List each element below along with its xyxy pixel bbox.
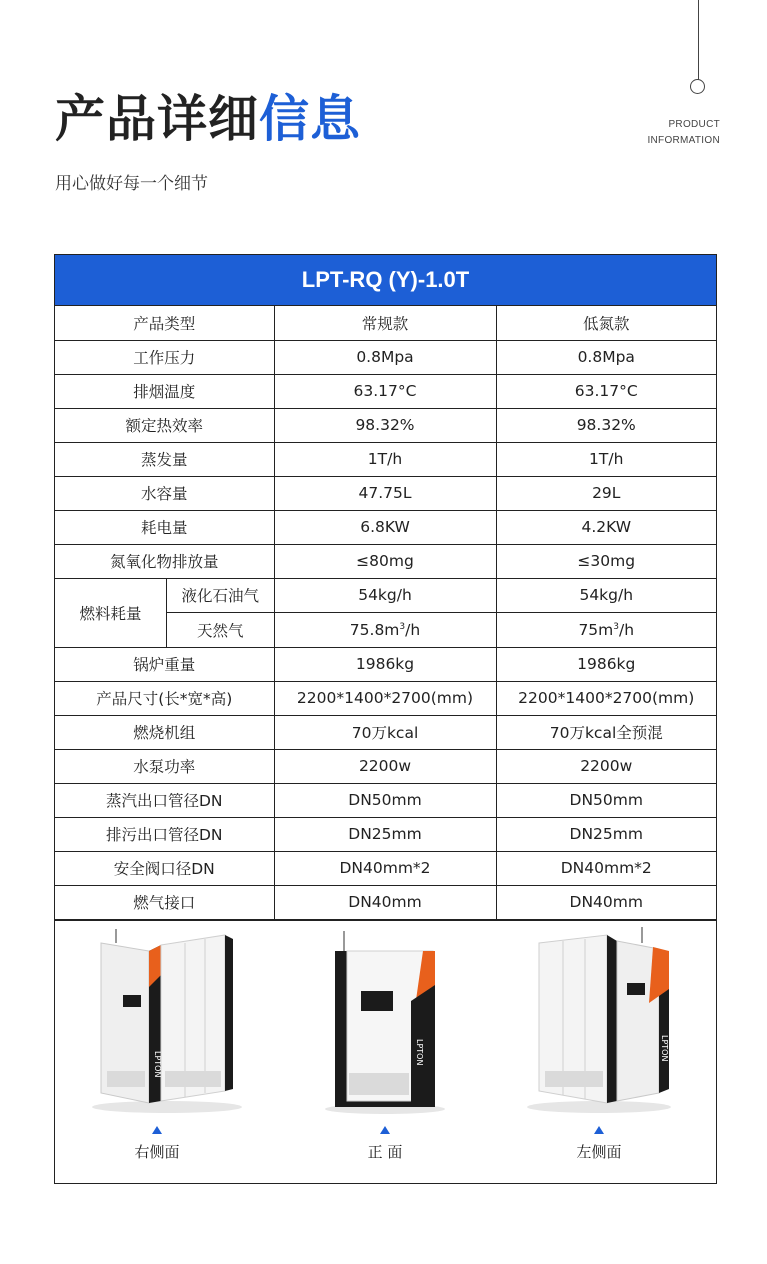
cell-lownox — [496, 613, 716, 648]
table-row — [55, 306, 716, 340]
page-title — [55, 84, 361, 154]
row-label: 排污出口管径DN — [55, 817, 274, 851]
table-row — [55, 578, 716, 613]
ng-regular-value: 75.8m — [349, 620, 400, 639]
cell-regular: 1T/h — [274, 442, 496, 476]
cell-regular: 70万kcal — [274, 715, 496, 749]
cell-regular: 1986kg — [274, 647, 496, 681]
decor-caption — [647, 117, 720, 149]
row-label: 水泵功率 — [55, 749, 274, 783]
table-row — [55, 817, 716, 851]
cell-regular: 63.17°C — [274, 374, 496, 408]
cell-lownox: 63.17°C — [496, 374, 716, 408]
row-label: 蒸汽出口管径DN — [55, 783, 274, 817]
row-label: 排烟温度 — [55, 374, 274, 408]
view-label: 左侧面 — [576, 1142, 622, 1161]
table-row — [55, 715, 716, 749]
row-label: 氮氧化物排放量 — [55, 544, 274, 578]
page-title-highlight: 信息 — [259, 90, 361, 148]
boiler-right-side-image — [57, 921, 257, 1121]
ng-lownox-value: 75m — [578, 620, 614, 639]
cell-regular: DN40mm — [274, 885, 496, 919]
cell-lownox: 0.8Mpa — [496, 340, 716, 374]
col-header-lownox: 低氮款 — [496, 306, 716, 340]
cell-regular: 47.75L — [274, 476, 496, 510]
cell-lownox: DN25mm — [496, 817, 716, 851]
product-views — [55, 920, 716, 1169]
caret-up-icon — [380, 1126, 390, 1134]
boiler-front-image — [285, 921, 485, 1121]
cell-lownox: 98.32% — [496, 408, 716, 442]
caret-up-icon — [594, 1126, 604, 1134]
cell-regular — [274, 613, 496, 648]
table-row — [55, 783, 716, 817]
cell-regular: DN25mm — [274, 817, 496, 851]
view-right-side — [57, 921, 257, 1169]
row-label: 额定热效率 — [55, 408, 274, 442]
table-row — [55, 544, 716, 578]
row-label: 燃气接口 — [55, 885, 274, 919]
view-label: 右侧面 — [134, 1142, 180, 1161]
col-header-type: 产品类型 — [55, 306, 274, 340]
cell-lownox: 29L — [496, 476, 716, 510]
row-label: 锅炉重量 — [55, 647, 274, 681]
table-row — [55, 340, 716, 374]
cell-lownox: 70万kcal全预混 — [496, 715, 716, 749]
table-row — [55, 647, 716, 681]
fuel-ng-label: 天然气 — [196, 621, 244, 640]
table-row — [55, 885, 716, 919]
cell-regular: 6.8KW — [274, 510, 496, 544]
cell-lownox: 1T/h — [496, 442, 716, 476]
table-row — [55, 374, 716, 408]
cell-regular: DN40mm*2 — [274, 851, 496, 885]
decor-caption-line1: PRODUCT — [668, 119, 720, 130]
spec-table — [54, 254, 717, 1184]
table-row — [55, 408, 716, 442]
cell-lownox: DN40mm — [496, 885, 716, 919]
caret-up-icon — [152, 1126, 162, 1134]
table-row — [55, 681, 716, 715]
boiler-left-side-image — [499, 921, 699, 1121]
ng-unit-suffix: /h — [405, 620, 421, 639]
brand-logo-text: LPTON — [153, 1050, 162, 1077]
table-row — [55, 749, 716, 783]
decor-circle-icon — [690, 79, 705, 94]
table-row — [55, 476, 716, 510]
cell-regular: 98.32% — [274, 408, 496, 442]
cell-lownox: 2200*1400*2700(mm) — [496, 681, 716, 715]
brand-logo-text: LPTON — [660, 1034, 669, 1061]
table-row — [55, 851, 716, 885]
cell-lownox: 54kg/h — [496, 578, 716, 613]
cell-regular: 54kg/h — [274, 578, 496, 613]
page-subtitle: 用心做好每一个细节 — [55, 174, 208, 194]
cell-regular: 2200w — [274, 749, 496, 783]
page-title-main: 产品详细 — [55, 90, 259, 148]
model-header: LPT-RQ (Y)-1.0T — [55, 255, 716, 306]
cell-regular: 0.8Mpa — [274, 340, 496, 374]
table-row — [55, 442, 716, 476]
table-row — [55, 510, 716, 544]
row-label: 产品尺寸(长*宽*高) — [55, 681, 274, 715]
cell-regular: ≤80mg — [274, 544, 496, 578]
fuel-group-cell — [55, 578, 274, 647]
ng-unit-suffix: /h — [619, 620, 635, 639]
view-left-side — [499, 921, 699, 1169]
col-header-regular: 常规款 — [274, 306, 496, 340]
cell-lownox: 2200w — [496, 749, 716, 783]
cubic-superscript: 3 — [399, 621, 406, 632]
row-label: 蒸发量 — [55, 442, 274, 476]
row-label: 燃烧机组 — [55, 715, 274, 749]
spec-grid — [55, 306, 716, 920]
cell-lownox: 1986kg — [496, 647, 716, 681]
view-front — [285, 921, 485, 1169]
cell-lownox: DN50mm — [496, 783, 716, 817]
row-label: 安全阀口径DN — [55, 851, 274, 885]
row-label: 水容量 — [55, 476, 274, 510]
row-label: 工作压力 — [55, 340, 274, 374]
fuel-lpg-label: 液化石油气 — [167, 579, 274, 613]
cell-regular: DN50mm — [274, 783, 496, 817]
row-label: 耗电量 — [55, 510, 274, 544]
fuel-group-label: 燃料耗量 — [55, 579, 167, 647]
cell-regular: 2200*1400*2700(mm) — [274, 681, 496, 715]
cell-lownox: 4.2KW — [496, 510, 716, 544]
view-label: 正 面 — [367, 1142, 403, 1161]
brand-logo-text: LPTON — [415, 1038, 424, 1065]
decor-caption-line2: INFORMATION — [647, 135, 720, 146]
cell-lownox: ≤30mg — [496, 544, 716, 578]
cubic-superscript: 3 — [613, 621, 619, 632]
decor-vertical-line — [698, 0, 699, 80]
cell-lownox: DN40mm*2 — [496, 851, 716, 885]
